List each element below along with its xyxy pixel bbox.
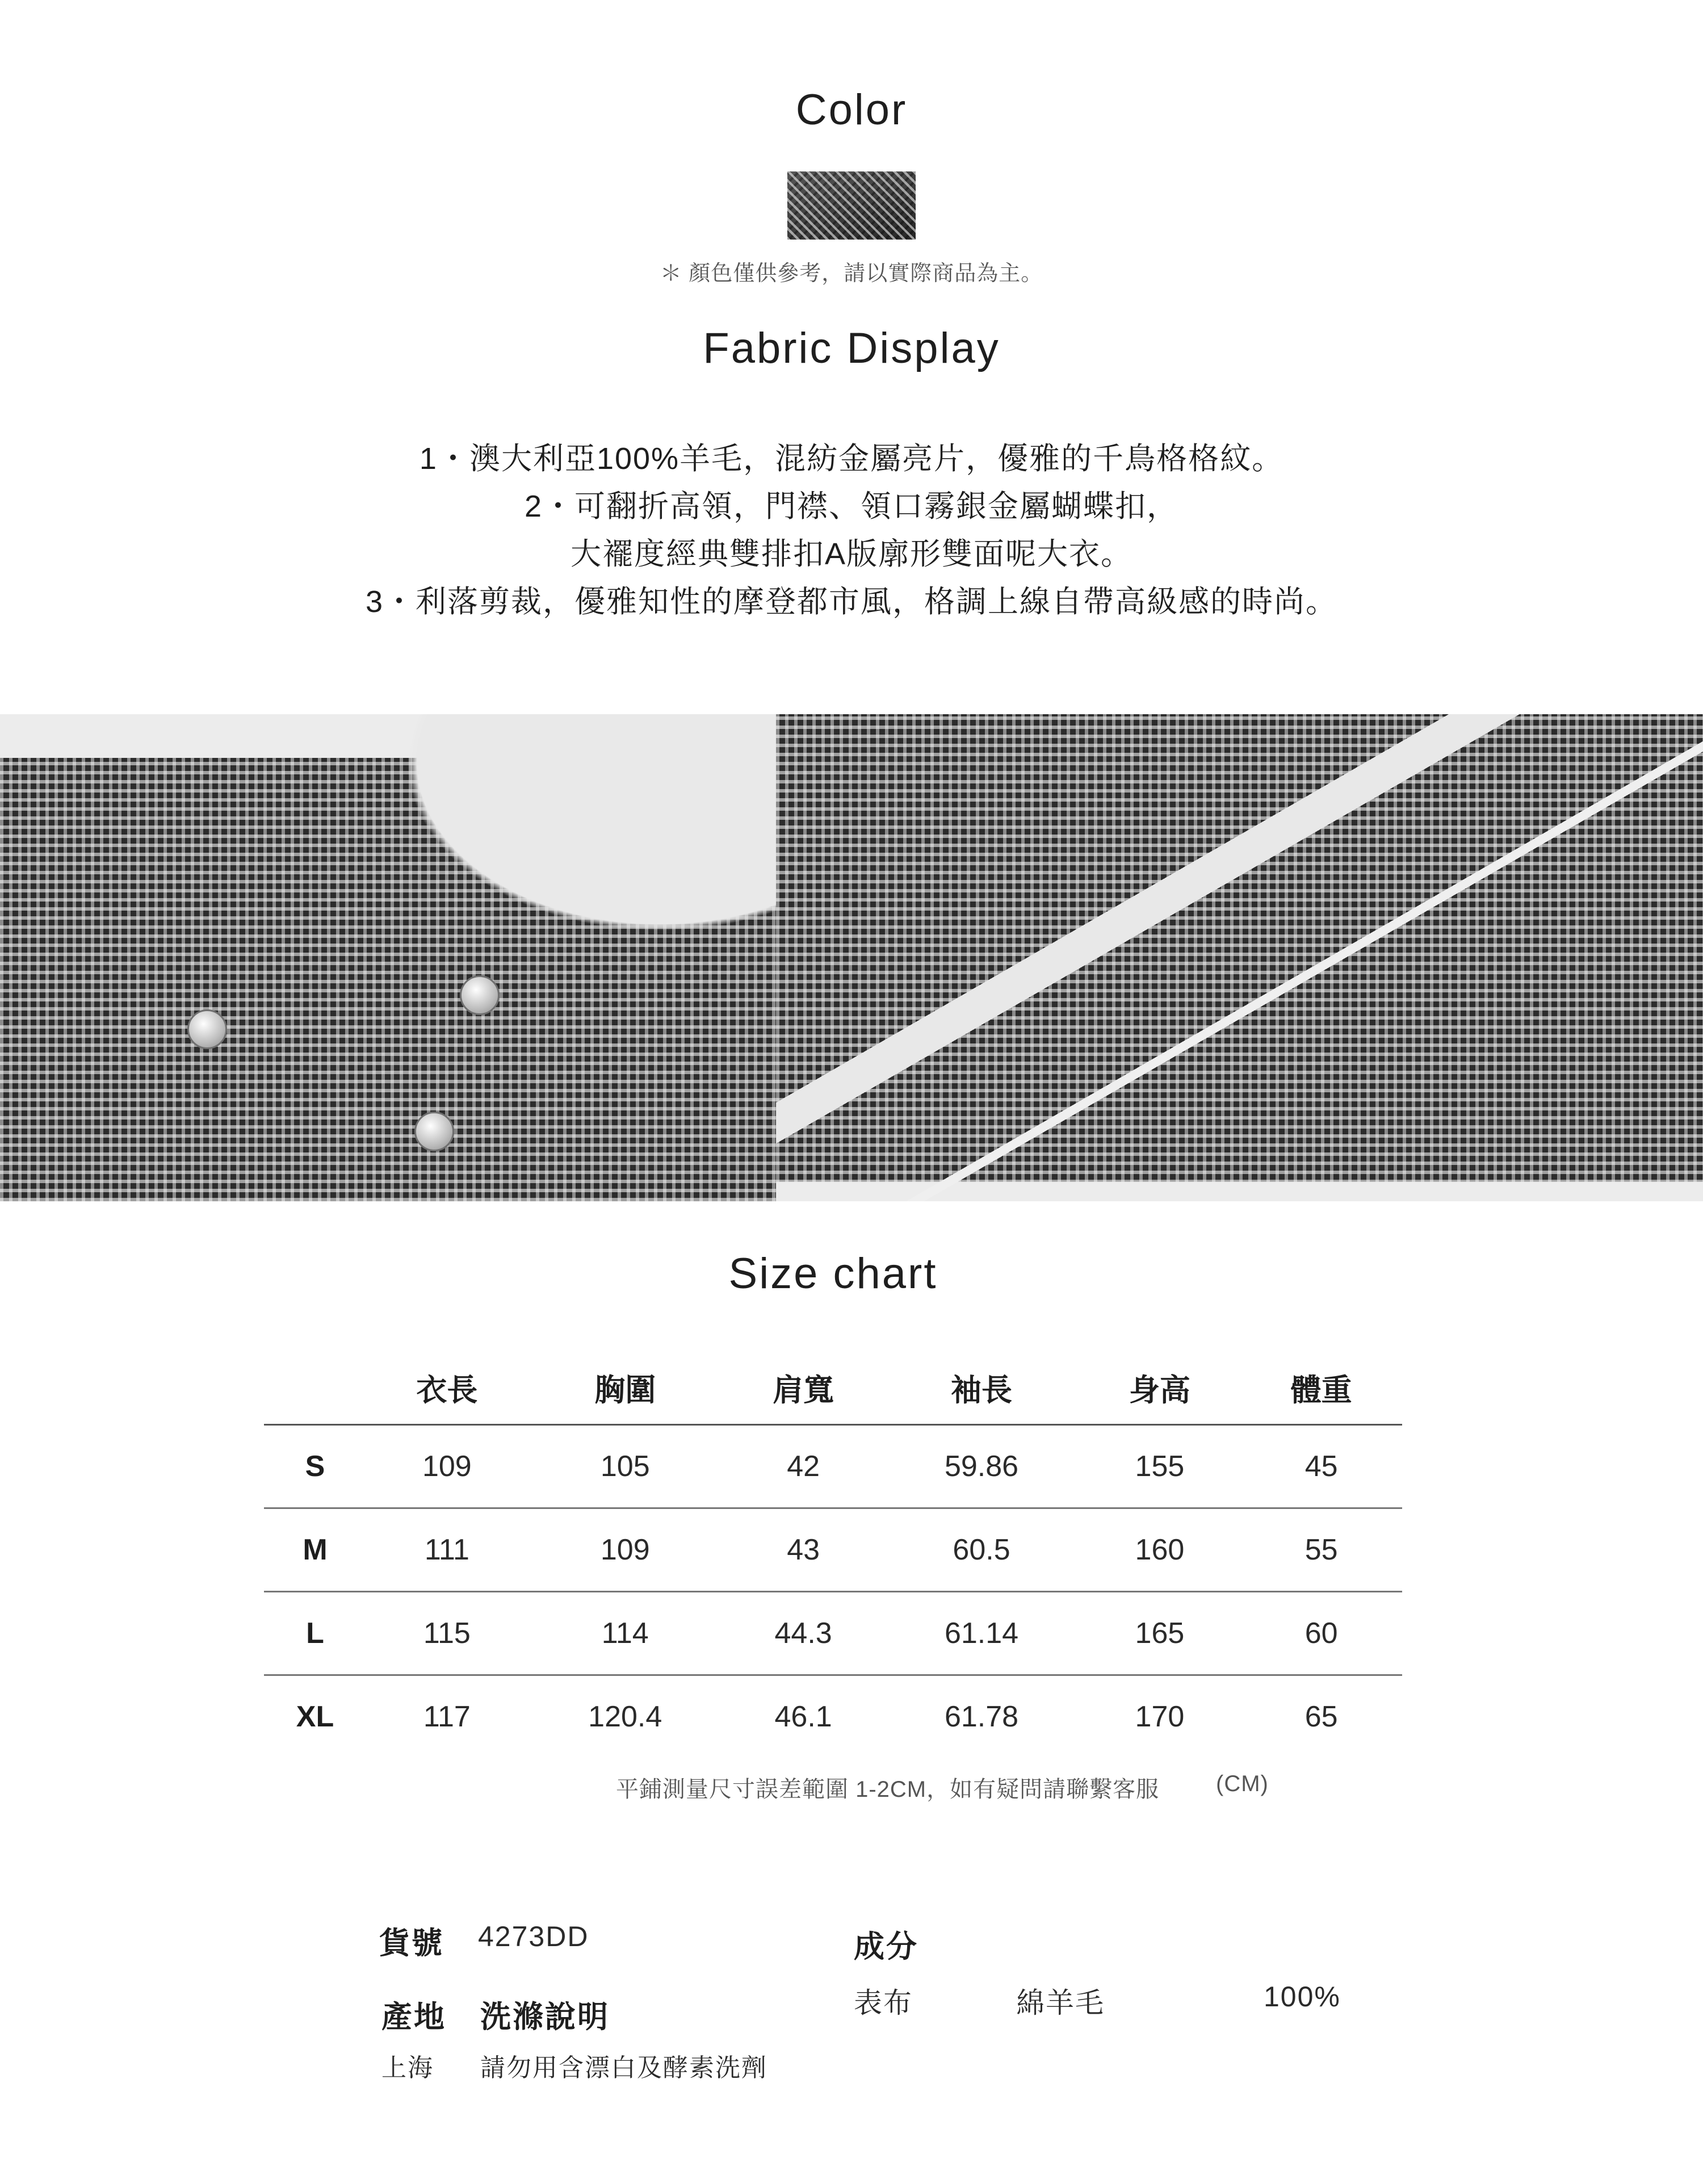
- size-chart-header-row: [264, 1351, 1402, 1425]
- origin-label: 產地: [381, 2000, 446, 2034]
- size-chart-title: Size chart: [728, 1250, 938, 1298]
- fabric-description: [0, 435, 1703, 626]
- header-cell-empty: [264, 1351, 366, 1425]
- size-label: L: [264, 1592, 366, 1675]
- header-cell-weight: 體重: [1240, 1351, 1402, 1425]
- header-cell-chest: 胸圍: [528, 1351, 723, 1425]
- size-chart-note: 平鋪測量尺寸誤差範圍 1-2CM，如有疑問請聯繫客服: [616, 1777, 1160, 1802]
- color-title: Color: [795, 86, 908, 134]
- size-label: S: [264, 1425, 366, 1508]
- table-cell: 109: [528, 1508, 723, 1592]
- size-chart-table: [264, 1351, 1402, 1758]
- fabric-line-1: 1・澳大利亞100%羊毛，混紡金屬亮片，優雅的千鳥格格紋。: [419, 442, 1284, 476]
- composition-label: 成分: [854, 1930, 918, 1964]
- table-row: [264, 1675, 1402, 1758]
- table-cell: 105: [528, 1425, 723, 1508]
- table-cell: 61.78: [944, 1700, 1019, 1733]
- sleeve-photo: [776, 714, 1703, 1201]
- table-cell: 42: [723, 1425, 884, 1508]
- table-cell: 43: [723, 1508, 884, 1592]
- fabric-title: Fabric Display: [703, 324, 1000, 372]
- origin-value: 上海: [381, 2054, 434, 2082]
- table-cell: 65: [1304, 1700, 1338, 1733]
- fabric-line-3: 大襬度經典雙排扣A版廓形雙面呢大衣。: [570, 537, 1133, 571]
- table-cell: 165: [1079, 1592, 1241, 1675]
- size-chart-unit: (CM): [1216, 1771, 1269, 1796]
- table-cell: 120.4: [588, 1700, 662, 1733]
- table-cell: 117: [423, 1700, 471, 1733]
- header-cell-sleeve: 袖長: [884, 1351, 1079, 1425]
- table-cell: 60: [1240, 1592, 1402, 1675]
- table-row: [264, 1425, 1402, 1508]
- care-value: 請勿用含漂白及酵素洗劑: [480, 2054, 767, 2082]
- coat-button-image: [187, 1009, 227, 1049]
- table-cell: 60.5: [884, 1508, 1079, 1592]
- size-label: M: [264, 1508, 366, 1592]
- table-cell: 45: [1240, 1425, 1402, 1508]
- table-cell: 44.3: [723, 1592, 884, 1675]
- table-cell: 61.14: [884, 1592, 1079, 1675]
- table-cell: 111: [366, 1508, 528, 1592]
- table-cell: 160: [1079, 1508, 1241, 1592]
- coat-button-image: [460, 975, 500, 1015]
- fabric-line-4: 3・利落剪裁，優雅知性的摩登都市風，格調上線自帶高級感的時尚。: [365, 585, 1338, 619]
- table-cell: 115: [366, 1592, 528, 1675]
- table-row: [264, 1592, 1402, 1675]
- table-cell: 109: [366, 1425, 528, 1508]
- table-cell: 46.1: [774, 1700, 832, 1733]
- size-label: XL: [296, 1700, 334, 1733]
- table-cell: 55: [1240, 1508, 1402, 1592]
- item-number-value: 4273DD: [478, 1921, 589, 1952]
- collar-photo: [0, 714, 776, 1201]
- header-cell-height: 身高: [1079, 1351, 1241, 1425]
- coat-button-image: [414, 1112, 454, 1151]
- table-cell: 155: [1079, 1425, 1241, 1508]
- table-cell: 170: [1135, 1700, 1185, 1733]
- item-number-label: 貨號: [379, 1926, 444, 1960]
- composition-material: 綿羊毛: [1016, 1987, 1105, 2019]
- table-cell: 59.86: [884, 1425, 1079, 1508]
- care-label: 洗滌說明: [480, 2000, 610, 2034]
- header-cell-shoulder: 肩寬: [723, 1351, 884, 1425]
- composition-part: 表布: [854, 1987, 913, 2019]
- table-row: [264, 1508, 1402, 1592]
- color-note: ＊ 顏色僅供參考，請以實際商品為主。: [660, 262, 1043, 286]
- table-cell: 114: [528, 1592, 723, 1675]
- composition-percent: 100%: [1264, 1981, 1341, 2013]
- fabric-line-2: 2・可翻折高領，門襟、領口霧銀金屬蝴蝶扣，: [524, 489, 1179, 523]
- color-swatch-houndstooth[interactable]: [787, 171, 916, 240]
- header-cell-length: 衣長: [366, 1351, 528, 1425]
